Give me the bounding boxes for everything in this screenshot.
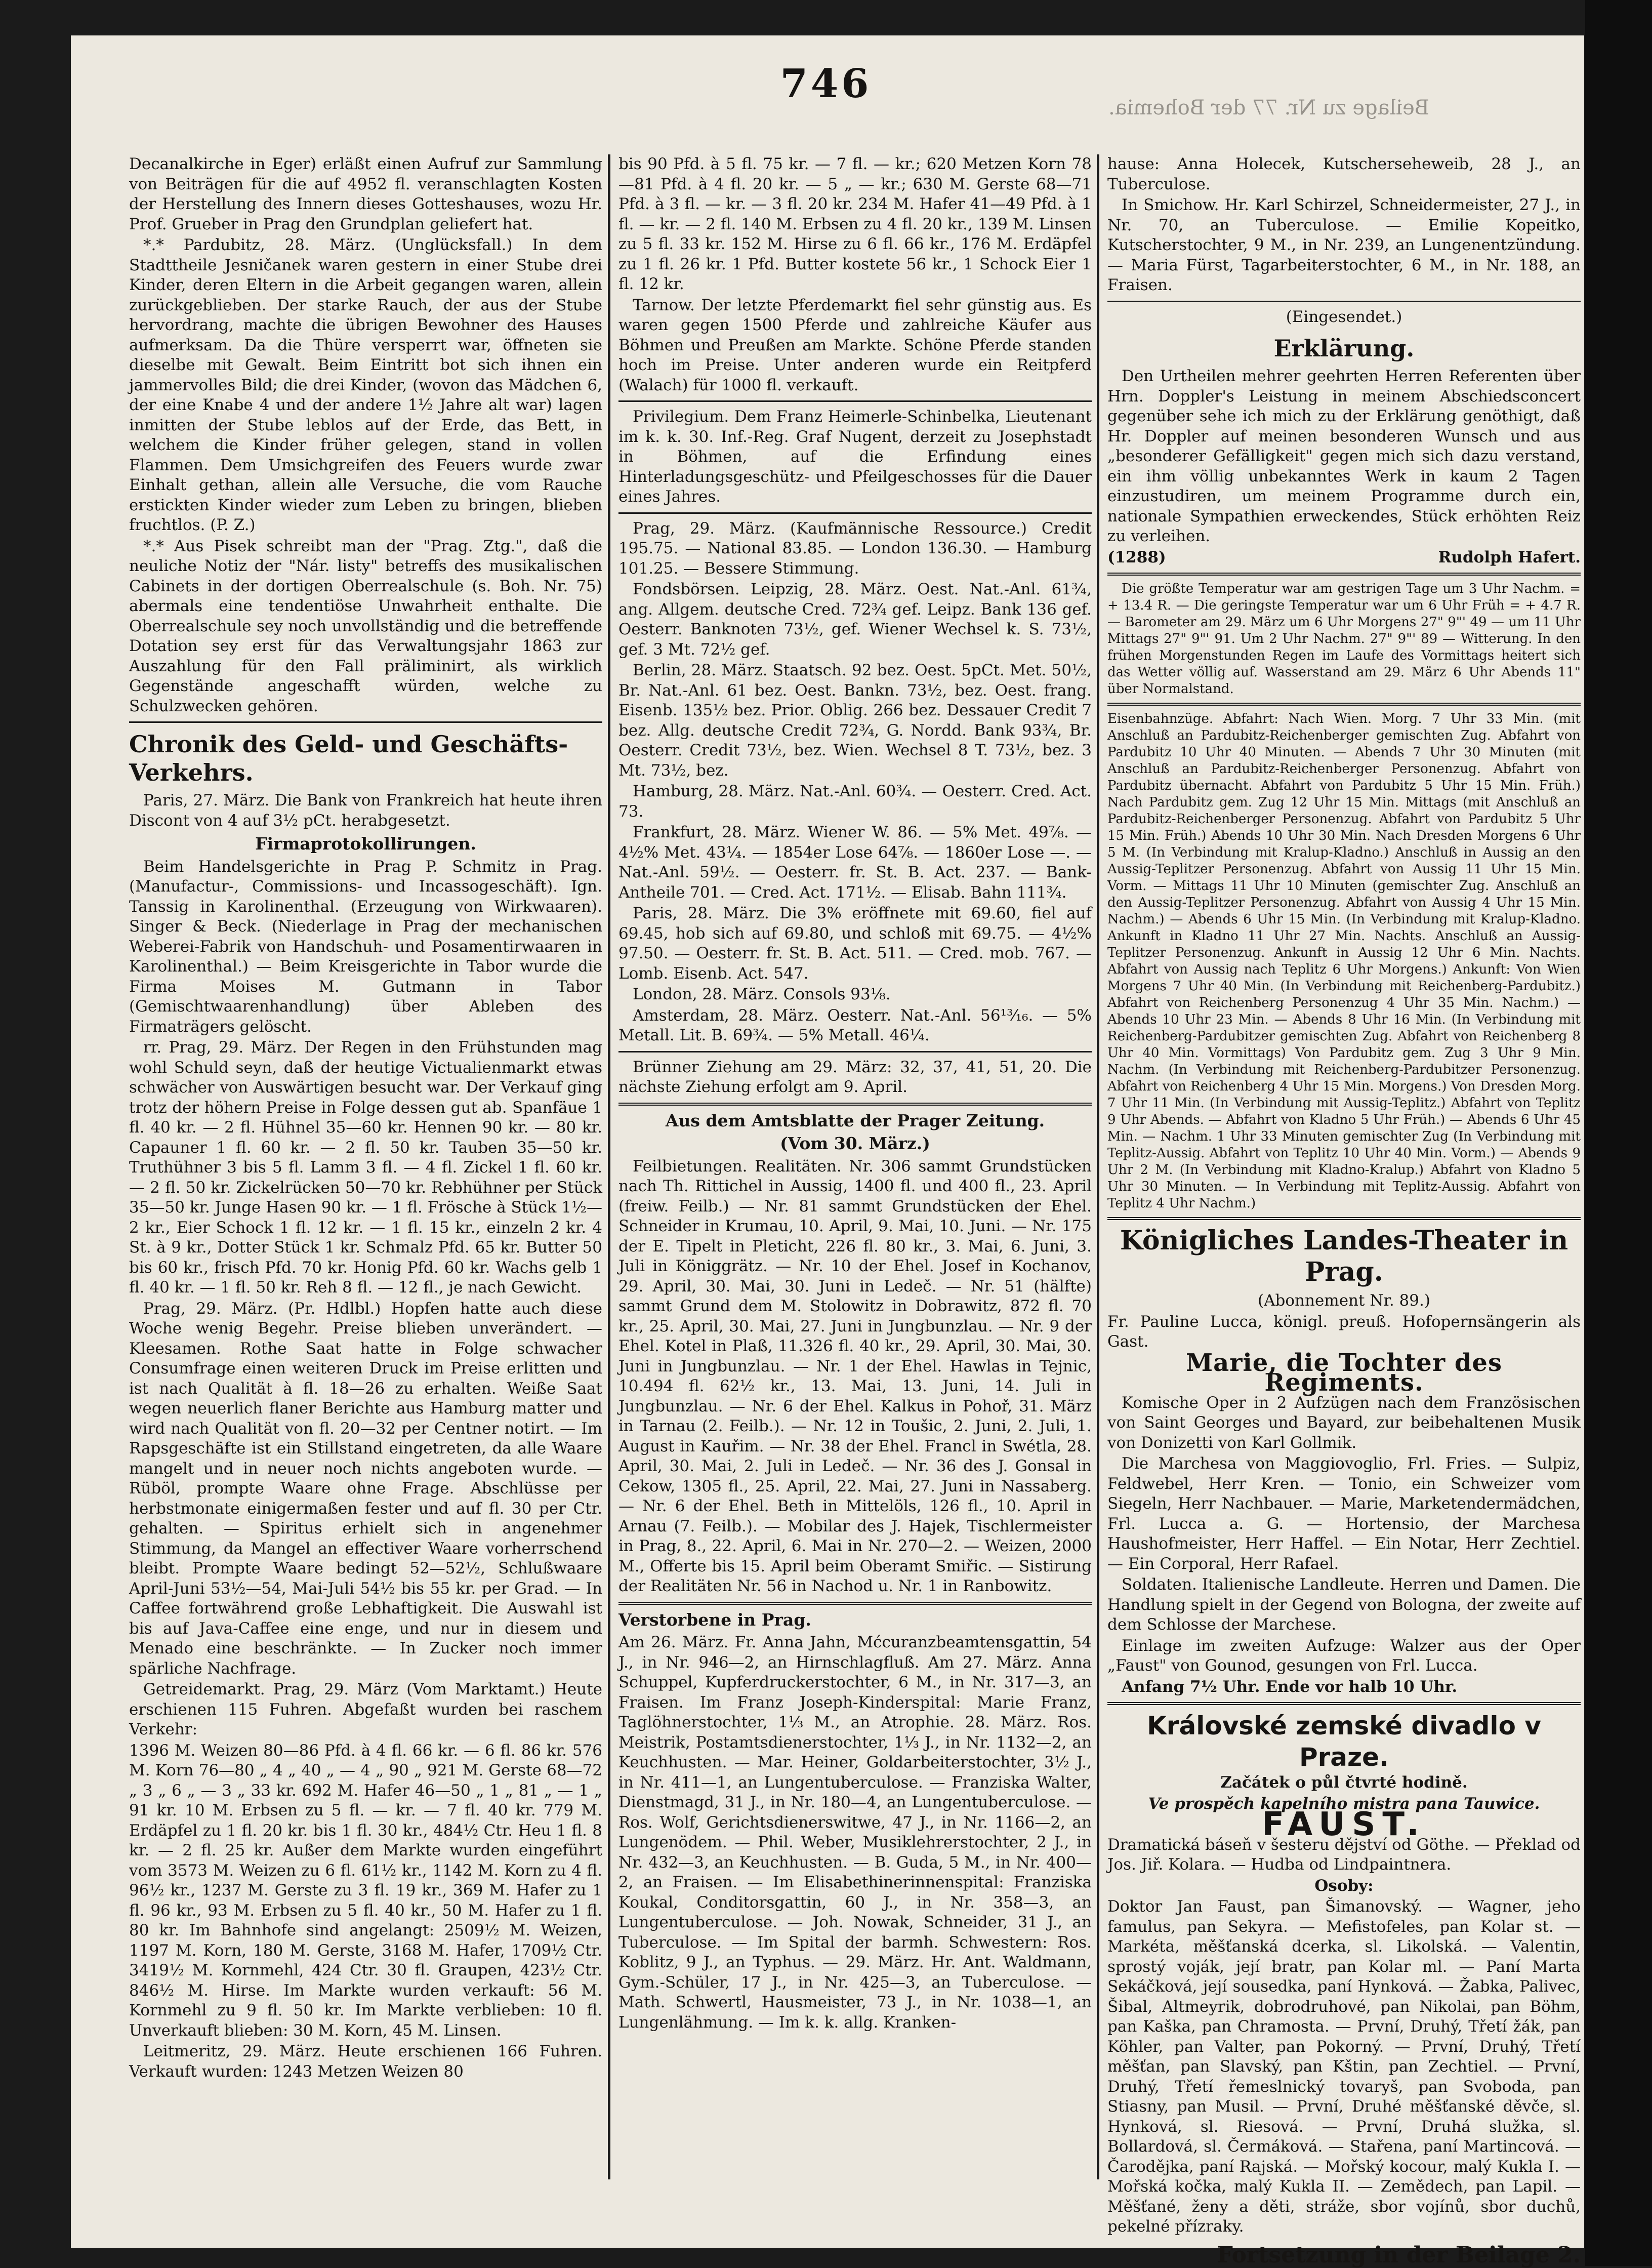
article-grain-market: Getreidemarkt. Prag, 29. März (Vom Marktamt.) Heute erschienen 115 Fuhren. Abgefaßt wurden bei raschem Verkehr:	[129, 1680, 602, 1738]
article-hamburg-bourse: Hamburg, 28. März. Nat.-Anl. 60¾. — Oesterr. Cred. Act. 73.	[618, 782, 1092, 821]
article-berlin-bourse: Berlin, 28. März. Staatsch. 92 bez. Oest. 5pCt. Met. 50½, Br. Nat.-Anl. 61 bez. Oest. Bankn. 73½, bez. Oest. frang. Eisenb. 135½ bez. Prior. Oblig. 266 bez. Dessauer Credit 7 bez. Allg. deutsche Credit 72¾, G. Nordd. Bank 93¾, Br. Oesterr. Credit 73½, bez. Wien. Wechsel 8 T. 73½, bez. 3 Mt. 73½, bez.	[618, 661, 1092, 780]
section-divider	[618, 1051, 1092, 1052]
deaths-cont: hause: Anna Holecek, Kutscherseheweib, 28 J., an Tuberculose.	[1107, 155, 1581, 193]
article-smichow-deaths: In Smichow. Hr. Karl Schirzel, Schneidermeister, 27 J., in Nr. 70, an Tuberculose. — Emilie Kopeitko, Kutscherstochter, 9 M., in Nr. 239, an Lungenentzündung. — Maria Fürst, Tagarbeiterstochter, 6 M., in Nr. 188, an Fraisen.	[1107, 196, 1581, 294]
heading-official-gazette-date: (Vom 30. März.)	[780, 1133, 930, 1153]
article-tarnow-horse-market: Tarnow. Der letzte Pferdemarkt fiel sehr günstig aus. Es waren gegen 1500 Pferde und zahlreiche Käufer aus Böhmen und Preußen am Markte. Schöne Pferde standen hoch im Preise. Unter anderen wurde ein Reitpferd (Walach) für 1000 fl. verkauft.	[618, 296, 1092, 394]
play-cast: Doktor Jan Faust, pan Šimanovský. — Wagner, jeho famulus, pan Sekyra. — Mefistofeles, pan Kolar st. — Markéta, měšťanská dcerka, sl. Likolská. — Valentin, sprostý voják, její bratr, pan Kolar ml. — Paní Marta Sekáčková, její sousedka, paní Hynková. — Žabka, Palivec, Šibal, Altmeyrik, dobrodruhové, pan Nikolai, pan Böhm, pan Kaška, pan Chramosta. — První, Druhý, Třetí žák, pan Köhler, pan Valter, pan Pokorný. — První, Druhý, Třetí měšťan, pan Slavský, pan Kštin, pan Zechtiel. — První, Druhý, Třetí řemeslnický tovaryš, pan Svoboda, pan Stiasny, pan Musil. — První, Druhé měšťanské děvče, sl. Hynková, sl. Riesová. — První, Druhá služka, sl. Bollardová, sl. Čermáková. — Stařena, paní Martincová. — Čarodějka, paní Rajská. — Mořský kocour, malý Kukla I. — Mořská kočka, malý Kukla II. — Zemědech, pan Lapil. — Měšťané, ženy a děti, stráže, sbor vojínů, sbor duchů, pekelné přízraky.	[1107, 1897, 1581, 2236]
section-heading-finance: Chronik des Geld- und Geschäfts-Verkehrs.	[129, 731, 568, 786]
label-submitted: (Eingesendet.)	[1286, 307, 1402, 326]
heading-official-gazette: Aus dem Amtsblatte der Prager Zeitung.	[665, 1110, 1045, 1130]
leitmeritz-prices-cont: bis 90 Pfd. à 5 fl. 75 kr. — 7 fl. — kr.; 620 Metzen Korn 78—81 Pfd. à 4 fl. 20 kr. — 5 „ — kr.; 630 M. Gerste 68—71 Pfd. à 3 fl. — kr. — 3 fl. 20 kr. 234 M. Hafer 41—49 Pfd. à 1 fl. — kr. — 2 fl. 140 M. Erbsen zu 4 fl. 20 kr., 139 M. Linsen zu 5 fl. 33 kr. 152 M. Hirse zu 6 fl. 66 kr., 176 M. Erdäpfel zu 1 fl. 26 kr. 1 Pfd. Butter kostete 56 kr., 1 Schock Eier 1 fl. 12 kr.	[618, 155, 1092, 293]
opera-setting: Soldaten. Italienische Landleute. Herren und Damen. Die Handlung spielt in der Gegend von Bologna, der zweite auf dem Schlosse der Marchese.	[1107, 1575, 1581, 1634]
opera-description: Komische Oper in 2 Aufzügen nach dem Französischen von Saint Georges und Bayard, zur beibehaltenen Musik von Donizetti von Karl Gollmik.	[1107, 1393, 1581, 1452]
opera-title: Marie, die Tochter des Regiments.	[1186, 1348, 1502, 1397]
section-divider	[1107, 1217, 1581, 1220]
page-number: 746	[780, 61, 872, 107]
column-3	[1107, 154, 1581, 2268]
theatre-guest: Fr. Pauline Lucca, königl. preuß. Hofopernsängerin als Gast.	[1107, 1312, 1581, 1351]
article-frankfurt-bourse: Frankfurt, 28. März. Wiener W. 86. — 5% Met. 49⅞. — 4½% Met. 43¼. — 1854er Lose 64⅞. — 1860er Lose —. — Nat.-Anl. 59½. — Oesterr. fr. St. B. Act. 237. — Bank-Antheile 701. — Cred. Act. 171½. — Elisab. Bahn 111¾.	[618, 823, 1092, 902]
heading-royal-theatre: Königliches Landes-Theater in Prag.	[1120, 1225, 1568, 1287]
article-weather: Die größte Temperatur war am gestrigen Tage um 3 Uhr Nachm. = + 13.4 R. — Die geringste Temperatur war um 6 Uhr Früh = + 4.7 R. — Barometer am 29. März um 6 Uhr Morgens 27" 9"' 49 — um 11 Uhr Mittags 27" 9"' 91. Um 2 Uhr Nachm. 27" 9"' 89 — Witterung. In den frühen Morgenstunden Regen im Laufe des Vormittags heitert sich das Wetter völlig auf. Wasserstand am 29. März 6 Uhr Abends 11" über Normalstand.	[1107, 581, 1581, 697]
theatre-subscription: (Abonnement Nr. 89.)	[1258, 1291, 1430, 1310]
article-london-bourse: London, 28. März. Consols 93⅛.	[633, 985, 891, 1003]
section-divider	[1107, 301, 1581, 302]
article-declaration: Den Urtheilen mehrer geehrten Herren Referenten über Hrn. Doppler's Leistung in meinem Abschiedsconcert gegenüber sehe ich mich zu der Erklärung genöthigt, daß Hr. Doppler auf meinen besonderen Wunsch und aus „besonderer Gefälligkeit" gegen mich sich dazu verstand, ein ihm völlig unbekanntes Werk in kaum 2 Tagen einzustudiren, um meinem Programme durch ein, nationale Sympathien erweckendes, Stück erhöhten Reiz zu verleihen.	[1107, 367, 1581, 545]
section-divider	[618, 1103, 1092, 1106]
section-divider	[1107, 573, 1581, 576]
grain-prices: 1396 M. Weizen 80—86 Pfd. à 4 fl. 66 kr. — 6 fl. 86 kr. 576 M. Korn 76—80 „ 4 „ 40 „ — 4 „ 90 „ 921 M. Gerste 68—72 „ 3 „ 6 „ — 3 „ 33 kr. 692 M. Hafer 46—50 „ 1 „ 81 „ — 1 „ 91 kr. 10 M. Erbsen zu 5 fl. — kr. — 7 fl. 40 kr. 779 M. Erdäpfel zu 1 fl. 20 kr. bis 1 fl. 30 kr., 484½ Ctr. Heu 1 fl. 8 kr. — 2 fl. 25 kr. Außer dem Markte wurden eingeführt vom 3573 M. Weizen zu 6 fl. 61½ kr., 1142 M. Korn zu 4 fl. 96½ kr., 1237 M. Gerste zu 3 fl. 19 kr., 369 M. Hafer zu 1 fl. 96 kr., 93 M. Erbsen zu 5 fl. 40 kr., 50 M. Hafer zu 1 fl. 80 kr. Im Bahnhofe sind angelangt: 2509½ M. Weizen, 1197 M. Korn, 180 M. Gerste, 3168 M. Hafer, 1709½ Ctr. 3419½ M. Kornmehl, 424 Ctr. 30 fl. Graupen, 423½ Ctr. 846½ M. Hirse. Im Markte wurden verkauft: 56 M. Kornmehl zu 9 fl. 50 kr. Im Markte verblieben: 10 fl. Unverkauft blieben: 30 M. Korn, 45 M. Linsen.	[129, 1741, 602, 2040]
article-bruenn-lottery: Brünner Ziehung am 29. März: 32, 37, 41, 51, 20. Die nächste Ziehung erfolgt am 9. April.	[618, 1058, 1092, 1096]
declaration-signature-row	[1107, 548, 1581, 568]
article-firm-registrations: Beim Handelsgerichte in Prag P. Schmitz in Prag. (Manufactur-, Commissions- und Incassogeschäft). Ign. Tanssig in Karolinenthal. (Erzeugung von Wirkwaaren). Singer & Beck. (Niederlage in Prag der mechanischen Weberei-Fabrik von Handschuh- und Posamentirwaaren in Karolinenthal.) — Beim Kreisgerichte in Tabor wurde die Firma Moises M. Gutmann in Tabor (Gemischtwaarenhandlung) über Ableben des Firmaträgers gelöscht.	[129, 857, 602, 1036]
opera-insert: Einlage im zweiten Aufzuge: Walzer aus der Oper „Faust" von Gounod, gesungen von Frl. Lucca.	[1107, 1636, 1581, 1675]
section-divider	[129, 721, 602, 723]
column-2	[618, 154, 1092, 2179]
heading-deaths-prague: Verstorbene in Prag.	[618, 1609, 811, 1630]
article-eger-church: Decanalkirche in Eger) erläßt einen Aufruf zur Sammlung von Beiträgen für die auf 4952 fl. veranschlagten Kosten der Herstellung des Innern dieses Gotteshauses, wozu Hr. Prof. Grueber in Prag den Grundplan geliefert hat.	[129, 155, 602, 233]
opera-cast: Die Marchesa von Maggiovoglio, Frl. Fries. — Sulpiz, Feldwebel, Herr Kren. — Tonio, ein Schweizer vom Siegeln, Herr Nachbauer. — Marie, Marketendermädchen, Frl. Lucca a. G. — Hortensio, der Marchesa Haushofmeister, Herr Haffel. — Ein Notar, Herr Zechtiel. — Ein Corporal, Herr Rafael.	[1107, 1454, 1581, 1573]
section-divider	[1107, 703, 1581, 706]
heading-declaration: Erklärung.	[1273, 335, 1415, 362]
section-divider	[618, 400, 1092, 402]
article-leipzig-bourse: Fondsbörsen. Leipzig, 28. März. Oest. Nat.-Anl. 61¾, ang. Allgem. deutsche Cred. 72¾ gef. Leipz. Bank 136 gef. Oesterr. Banknoten 73½, gef. Wiener Wechsel k. S. 73½, gef. 3 Mt. 72½ gef.	[618, 580, 1092, 659]
article-pardubitz-accident: *.* Pardubitz, 28. März. (Unglücksfall.) In dem Stadttheile Jesničanek waren gestern in einer Stube drei Kinder, deren Eltern in die Arbeit gegangen waren, allein zurückgeblieben. Der starke Rauch, der aus der Stube hervordrang, machte die übrigen Bewohner des Hauses aufmerksam. Da die Thüre versperrt war, öffneten sie dieselbe mit Gewalt. Beim Eintritt bot sich ihnen ein jammervolles Bild; die drei Kinder, (wovon das Mädchen 6, der eine Knabe 4 und der andere 1½ Jahre alt war) lagen inmitten der Stube leblos auf der Erde, das Bett, in welchem die Kinder früher gelegen, stand in vollen Flammen. Dem Umsichgreifen des Feuers wurde zwar Einhalt gethan, allein alle Versuche, die vom Rauche erstickten Kinder wieder zum Leben zu bringen, blieben fruchtlos. (P. Z.)	[129, 236, 602, 534]
article-privilege: Privilegium. Dem Franz Heimerle-Schinbelka, Lieutenant im k. k. 30. Inf.-Reg. Graf Nugent, derzeit zu Josephstadt in Böhmen, auf die Erfindung eines Hinterladungsgeschütz- und Pfeilgeschosses für die Dauer eines Jahres.	[618, 408, 1092, 506]
column-rule-right	[1097, 154, 1099, 2179]
signature-name: Rudolph Hafert.	[1438, 548, 1581, 566]
czech-start-time: Začátek o půl čtvrté hodině.	[1220, 1773, 1468, 1792]
article-prague-market: rr. Prag, 29. März. Der Regen in den Frühstunden mag wohl Schuld seyn, daß der heutige Victualienmarkt etwas schwächer von Auswärtigen besucht war. Der Verkauf ging trotz der höhern Preise in Folge dessen gut ab. Spanfäue 1 fl. 40 kr. — 2 fl. Hühnel 35—60 kr. Hennen 90 kr. — 80 kr. Capauner 1 fl. 60 kr. — 2 fl. 50 kr. Tauben 35—50 kr. Truthühner 3 bis 5 fl. Lamm 3 fl. — 4 fl. Zickel 1 fl. 60 kr. — 2 fl. 50 kr. Zickelrücken 50—70 kr. Rebhühner per Stück 35—50 kr. Junge Hasen 90 kr. — 1 fl. Frösche à Stück 1½—2 kr., Eier Schock 1 fl. 12 kr. — 1 fl. 15 kr., einzeln 2 kr. 4 St. à 9 kr., Dotter Stück 1 kr. Schmalz Pfd. 65 kr. Butter 50 bis 60 kr., frisch Pfd. 70 kr. Honig Pfd. 60 kr. Wachs gelb 1 fl. 40 kr. — 1 fl. 50 kr. Reh 8 fl. — 12 fl., je nach Gewicht.	[129, 1038, 602, 1297]
section-divider	[1107, 1702, 1581, 1705]
heading-czech-theatre: Královské zemské divadlo v Praze.	[1147, 1711, 1541, 1772]
continuation-note: Fortsetzung in der Beilage 2.	[1217, 2242, 1581, 2268]
article-paris-bank: Paris, 27. März. Die Bank von Frankreich hat heute ihren Discont von 4 auf 3½ pCt. herabgesetzt.	[129, 791, 602, 830]
article-paris-bourse: Paris, 28. März. Die 3% eröffnete mit 69.60, fiel auf 69.45, hob sich auf 69.80, und schloß mit 69.75. — 4½% 97.50. — Oesterr. fr. St. B. Act. 511. — Cred. mob. 767. — Lomb. Eisenb. Act. 547.	[618, 904, 1092, 983]
column-rule-left	[608, 154, 610, 2179]
scan-shadow-edge	[1585, 0, 1652, 2266]
article-auctions: Feilbietungen. Realitäten. Nr. 306 sammt Grundstücken nach Th. Rittichel in Aussig, 1400 fl. und 400 fl., 23. April (freiw. Feilb.) — Nr. 81 sammt Grundstücken der Ehel. Schneider in Krumau, 10. April, 9. Mai, 10. Juni. — Nr. 175 der E. Tipelt in Pleticht, 226 fl. 80 kr., 3. Mai, 6. Juni, 3. Juli in Königgrätz. — Nr. 10 der Ehel. Josef in Kochanov, 29. April, 30. Mai, 30. Juni in Ledeč. — Nr. 51 (hälfte) sammt Grund dem M. Stolowitz in Dobrawitz, 872 fl. 70 kr., 25. April, 30. Mai, 27. Juni in Jungbunzlau. — Nr. 9 der Ehel. Kotel in Plaß, 11.326 fl. 40 kr., 29. April, 30. Mai, 30. Juni in Jungbunzlau. — Nr. 1 der Ehel. Hawlas in Tejnic, 10.494 fl. 62½ kr., 13. Mai, 13. Juni, 14. Juli in Jungbunzlau. — Nr. 6 der Ehel. Kalkus in Pohoř, 31. März in Tarnau (2. Feilb.). — Nr. 12 in Toušic, 2. Juni, 2. Juli, 1. August in Kauřim. — Nr. 38 der Ehel. Francl in Swétla, 28. April, 30. Mai, 2. Juli in Ledeč. — Nr. 36 des J. Gonsal in Cekow, 1305 fl., 25. April, 22. Mai, 27. Juni in Nassaberg. — Nr. 6 der Ehel. Beth in Mittelöls, 126 fl., 10. April in Arnau (7. Feilb.). — Mobilar des J. Hajek, Tischlermeister in Prag, 8., 22. April, 6. Mai in Nr. 270—2. — Weizen, 2000 M., Offerte bis 15. April beim Oberamt Smiřic. — Sistirung der Realitäten Nr. 56 in Nachod u. Nr. 1 in Ranbowitz.	[618, 1157, 1092, 1595]
article-prague-hops: Prag, 29. März. (Pr. Hdlbl.) Hopfen hatte auch diese Woche wenig Begehr. Preise blieben unverändert. — Kleesamen. Rothe Saat hatte in Folge schwacher Consumfrage einen weiteren Druck im Preise erlitten und ist nach Qualität à fl. 18—26 zu erhalten. Weiße Saat wegen neuerlich flaner Berichte aus Hamburg matter und wird nach Qualität von fl. 20—32 per Centner notirt. — Im Rapsgeschäfte ist ein Stillstand eingetreten, da alle Waare mangelt und in neuer noch nichts angeboten wurde. — Rüböl, prompte Waare ohne Frage. Abschlüsse per herbstmonate einigermaßen fester und auf fl. 30 per Ctr. gehalten. — Spiritus erhielt sich in angenehmer Stimmung, da Mangel an effectiver Waare vorherrschend bleibt. Prompte Waare bedingt 52—52½, Schlußwaare April-Juni 53½—54, Mai-Juli 54½ bis 55 kr. per Grad. — In Caffee fortwährend große Lebhaftigkeit. Die Auswahl ist bis auf Java-Caffee eine enge, und nur in diesem und Menado eine beschränkte. — In Zucker noch immer spärliche Nachfrage.	[129, 1299, 602, 1678]
column-1	[129, 154, 602, 2129]
opera-times: Anfang 7½ Uhr. Ende vor halb 10 Uhr.	[1122, 1677, 1458, 1696]
article-deaths-prague: Am 26. März. Fr. Anna Jahn, Mćcuranzbeamtensgattin, 54 J., in Nr. 946—2, an Hirnschlagfluß. Am 27. März. Anna Schuppel, Kupferdruckerstochter, 6 M., in Nr. 317—3, an Fraisen. Im Franz Joseph-Kinderspital: Marie Franz, Taglöhnerstochter, 1⅓ M., an Atrophie. 28. März. Ros. Meistrik, Postamtsdienerstochter, 1⅓ J., in Nr. 1132—2, an Keuchhusten. — Mar. Heiner, Goldarbeiterstochter, 3½ J., in Nr. 411—1, an Lungentuberculose. — Franziska Walter, Dienstmagd, 31 J., in Nr. 180—4, an Lungentuberculose. — Ros. Wolf, Gerichtsdienerswitwe, 47 J., in Nr. 1166—2, an Lungenödem. — Phil. Weber, Musiklehrerstochter, 2 J., in Nr. 432—3, an Keuchhusten. — B. Guda, 5 M., in Nr. 400—2, an Fraisen. — Im Elisabethinerinnenspital: Franziska Koukal, Conditorsgattin, 60 J., in Nr. 358—3, an Lungentuberculose. — Joh. Nowak, Schneider, 31 J., an Tuberculose. — Im Spital der barmh. Schwestern: Ros. Koblitz, 9 J., an Typhus. — 29. März. Hr. Ant. Waldmann, Gym.-Schüler, 17 J., in Nr. 425—3, an Tuberculose. — Math. Schwertl, Hausmeister, 73 J., in Nr. 1038—1, an Lungenlähmung. — Im k. k. allg. Kranken-	[618, 1633, 1092, 2032]
article-amsterdam-bourse: Amsterdam, 28. März. Oesterr. Nat.-Anl. 56¹³⁄₁₆. — 5% Metall. Lit. B. 69¾. — 5% Metall. 46¼.	[618, 1006, 1092, 1044]
cast-heading: Osoby:	[1314, 1876, 1374, 1895]
ad-number: (1288)	[1107, 548, 1166, 566]
play-description: Dramatická báseň v šesteru dějství od Göthe. — Překlad od Jos. Jiř. Kolara. — Hudba od Lindpaintnera.	[1107, 1835, 1581, 1874]
article-railway-timetable: Eisenbahnzüge. Abfahrt: Nach Wien. Morg. 7 Uhr 33 Min. (mit Anschluß an Pardubitz-Reichenberger gemischten Zug. Abfahrt von Pardubitz 10 Uhr 40 Minuten. — Abends 7 Uhr 30 Minuten (mit Anschluß an Pardubitz-Reichenberger Personenzug. Abfahrt von Pardubitz übernacht. Abfahrt von Pardubitz 5 Uhr 15 Min. Früh.) Nach Pardubitz gem. Zug 12 Uhr 15 Min. Mittags (mit Anschluß an Pardubitz-Reichenberger Personenzug. Abfahrt von Pardubitz 5 Uhr 15 Min. Früh.) Abends 10 Uhr 30 Min. Nach Dresden Morgens 6 Uhr 5 M. (In Verbindung mit Kralup-Kladno.) Anschluß in Aussig an den Aussig-Teplitzer Personenzug. Abfahrt von Aussig 11 Uhr 15 Min. Vorm. — Mittags 11 Uhr 10 Minuten (gemischter Zug. Anschluß an den Aussig-Teplitzer Personenzug. Abfahrt von Aussig 4 Uhr 15 Min. Nachm.) — Abends 6 Uhr 15 Min. (In Verbindung mit Kralup-Kladno. Ankunft in Kladno 11 Uhr 27 Min. Nachts. Anschluß an Aussig-Teplitzer Personenzug. Ankunft in Aussig 12 Uhr 6 Min. Nachts. Abfahrt von Aussig nach Teplitz 6 Uhr Morgens.) Ankunft: Von Wien Morgens 7 Uhr 40 Min. (In Verbindung mit Reichenberg-Pardubitz.) Abfahrt von Reichenberg Personenzug 4 Uhr 35 Min. Nachm.) — Abends 10 Uhr 23 Min. — Abends 8 Uhr 16 Min. (In Verbindung mit Reichenberg-Pardubitzer gemischten Zug. Abfahrt von Reichenberg 8 Uhr 40 Min. Vormittags) Von Pardubitz gem. Zug 3 Uhr 9 Min. Nachm. (In Verbindung mit Reichenberg-Pardubitzer Personenzug. Abfahrt von Reichenberg 4 Uhr 15 Min. Morgens.) Von Dresden Morg. 7 Uhr 11 Min. (In Verbindung mit Aussig-Teplitz.) Abfahrt von Teplitz 9 Uhr Abends. — Abfahrt von Kladno 5 Uhr Früh.) — Abends 6 Uhr 45 Min. — Nachm. 1 Uhr 33 Minuten gemischter Zug (In Verbindung mit Teplitz-Aussig. Abfahrt von Teplitz 10 Uhr 40 Min. Vorm.) — Abends 9 Uhr 2 M. (In Verbindung mit Kladno-Kralup.) Abfahrt von Kladno 5 Uhr 30 Minuten. — In Verbindung mit Teplitz-Aussig. Abfahrt von Teplitz 4 Uhr Nachm.)	[1107, 711, 1581, 1211]
czech-benefit: Ve prospěch kapelního mistra pana Tauwice.	[1148, 1794, 1540, 1813]
heading-firm-registrations: Firmaprotokollirungen.	[255, 834, 476, 854]
article-prague-ressource: Prag, 29. März. (Kaufmännische Ressource.) Credit 195.75. — National 83.85. — London 136.30. — Hamburg 101.25. — Bessere Stimmung.	[618, 519, 1092, 578]
article-pisek: *.* Aus Pisek schreibt man der "Prag. Ztg.", daß die neuliche Notiz der "Nár. listy" betreffs des musikalischen Cabinets in der dortigen Oberrealschule (s. Boh. Nr. 75) abermals eine tendentiöse Unwahrheit enthalte. Die Oberrealschule sey noch unvollständig und die betreffende Dotation sey erst für das Verwaltungsjahr 1863 zur Auszahlung für den Fall präliminirt, als wirklich Gegenstände angeschafft würden, welche zu Schulzwecken gehören.	[129, 537, 602, 715]
bleed-through-running-head: Beilage zu Nr. 77 der Bohemia.	[1108, 96, 1430, 119]
section-divider	[618, 1602, 1092, 1605]
play-title-faust: FAUST.	[1262, 1806, 1426, 1843]
article-leitmeritz: Leitmeritz, 29. März. Heute erschienen 166 Fuhren. Verkauft wurden: 1243 Metzen Weizen 80	[129, 2042, 602, 2081]
section-divider	[618, 512, 1092, 514]
